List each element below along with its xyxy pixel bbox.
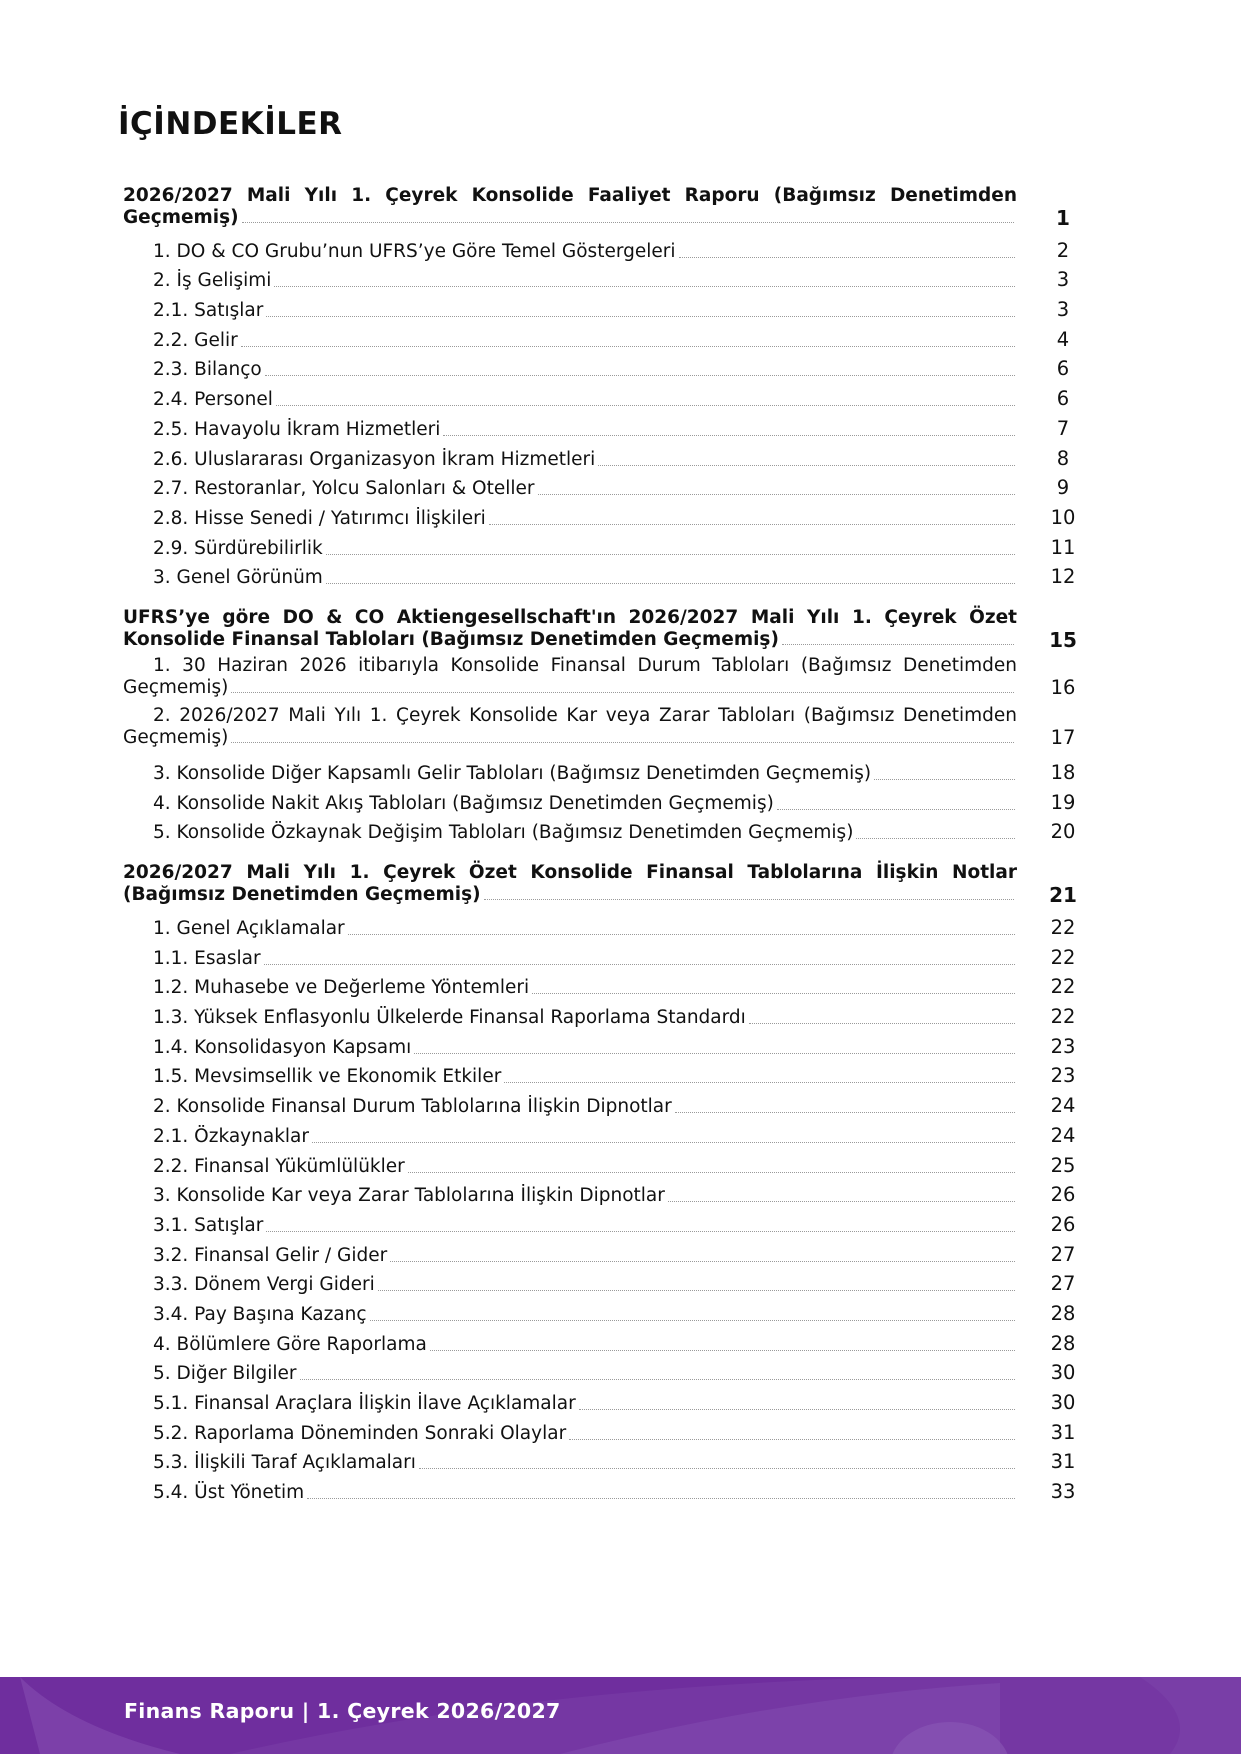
- toc-heading[interactable]: [123, 607, 1123, 651]
- toc-entry-label: 3.1. Satışlar: [153, 1214, 264, 1236]
- toc-entry-page: 33: [1050, 1480, 1076, 1504]
- toc-heading-label: 2026/2027 Mali Yılı 1. Çeyrek Özet Konsolide Finansal Tablolarına İlişkin Notlar (Bağımsız Denetimden Geçmemiş): [123, 862, 1017, 906]
- toc-entry[interactable]: [123, 411, 1123, 441]
- toc-entry-label: 2.6. Uluslararası Organizasyon İkram Hizmetleri: [153, 448, 596, 470]
- toc-entry[interactable]: [123, 1445, 1123, 1475]
- dot-leader: [484, 898, 1014, 900]
- toc-entry-label: 4. Bölümlere Göre Raporlama: [153, 1333, 427, 1355]
- toc-entry-label: 2.7. Restoranlar, Yolcu Salonları & Oteller: [153, 478, 535, 500]
- toc-entry-page: 22: [1050, 975, 1076, 999]
- toc-entry[interactable]: [123, 1207, 1123, 1237]
- page-footer: [0, 1677, 1241, 1754]
- toc-entry-label: 1.1. Esaslar: [153, 947, 261, 969]
- toc-heading-text: [123, 862, 1017, 906]
- toc-heading-label: 2026/2027 Mali Yılı 1. Çeyrek Konsolide Faaliyet Raporu (Bağımsız Denetimden Geçmemiş): [123, 185, 1017, 228]
- toc-entry[interactable]: [123, 530, 1123, 560]
- toc-entry-label: 1. 30 Haziran 2026 itibarıyla Konsolide Finansal Durum Tabloları (Bağımsız Denetimden Geçmemiş): [123, 655, 1017, 699]
- toc-heading-label: UFRS’ye göre DO & CO Aktiengesellschaft'ın 2026/2027 Mali Yılı 1. Çeyrek Özet Konsolide Finansal Tabloları (Bağımsız Denetimden Geçmemiş): [123, 607, 1017, 651]
- toc-section: [123, 862, 1123, 1504]
- toc-heading-page: 1: [1056, 206, 1070, 230]
- toc-entry[interactable]: [123, 1118, 1123, 1148]
- toc-entry-page: 27: [1050, 1242, 1076, 1266]
- dot-leader: [370, 1320, 1015, 1321]
- dot-leader: [326, 554, 1015, 555]
- toc-entry-label: 1. DO & CO Grubu’nun UFRS’ye Göre Temel Göstergeleri: [153, 240, 676, 262]
- toc-entry-text: [123, 241, 1017, 263]
- dot-leader: [266, 1231, 1015, 1232]
- toc-entry[interactable]: [123, 1267, 1123, 1297]
- toc-entry[interactable]: [123, 233, 1123, 263]
- toc-entry-page: 24: [1050, 1094, 1076, 1118]
- dot-leader: [266, 316, 1015, 317]
- toc-entry-text: [123, 1274, 1017, 1296]
- toc-entry-text: [123, 918, 1017, 940]
- toc-entry-text: [123, 655, 1017, 699]
- dot-leader: [276, 405, 1015, 406]
- toc-entry-text: [123, 359, 1017, 381]
- dot-leader: [782, 643, 1014, 645]
- toc-entry-text: [123, 705, 1017, 749]
- toc-entry-text: [123, 270, 1017, 292]
- dot-leader: [326, 583, 1015, 584]
- toc-entry-text: [123, 1066, 1017, 1088]
- toc-entry[interactable]: [123, 1356, 1123, 1386]
- toc-entry[interactable]: [123, 500, 1123, 530]
- toc-entry-label: 2.3. Bilanço: [153, 359, 262, 381]
- toc-entry-text: [123, 1363, 1017, 1385]
- toc-entry-label: 2.9. Sürdürebilirlik: [153, 537, 323, 559]
- toc-entry-text: [123, 1334, 1017, 1356]
- dot-leader: [312, 1142, 1015, 1143]
- toc-entry-label: 3. Konsolide Kar veya Zarar Tablolarına İlişkin Dipnotlar: [153, 1185, 665, 1207]
- toc-section: [123, 185, 1123, 589]
- toc-entry[interactable]: [123, 1474, 1123, 1504]
- toc-entry[interactable]: [123, 1029, 1123, 1059]
- toc-entry-page: 22: [1050, 916, 1076, 939]
- toc-entry-page: 28: [1050, 1331, 1076, 1355]
- dot-leader: [874, 779, 1015, 780]
- toc-entry-page: 22: [1050, 945, 1076, 969]
- toc-entry[interactable]: [123, 1237, 1123, 1267]
- toc-entry-page: 25: [1050, 1153, 1076, 1177]
- toc-entry[interactable]: [123, 352, 1123, 382]
- toc-entry-label: 2.5. Havayolu İkram Hizmetleri: [153, 418, 441, 440]
- toc-entry-text: [123, 1482, 1017, 1504]
- toc-entry-page: 9: [1056, 476, 1070, 500]
- toc-entry-text: [123, 508, 1017, 530]
- toc-entry-text: [123, 1393, 1017, 1415]
- dot-leader: [538, 494, 1015, 495]
- toc-entry-label: 2.2. Finansal Yükümlülükler: [153, 1155, 405, 1177]
- toc-entry-text: [123, 1096, 1017, 1118]
- dot-leader: [300, 1379, 1015, 1380]
- toc-entry[interactable]: [123, 263, 1123, 293]
- toc-entry-label: 2. İş Gelişimi: [153, 270, 272, 292]
- toc-entry-page: 30: [1050, 1391, 1076, 1414]
- dot-leader: [430, 1350, 1015, 1351]
- toc-entry[interactable]: [123, 322, 1123, 352]
- toc-entry-text: [123, 478, 1017, 500]
- toc-entry-page: 17: [1050, 726, 1076, 750]
- dot-leader: [532, 993, 1015, 994]
- toc-entry[interactable]: [123, 1088, 1123, 1118]
- toc-entry[interactable]: [123, 441, 1123, 471]
- toc-entry-text: [123, 948, 1017, 970]
- toc-entry[interactable]: [123, 292, 1123, 322]
- toc-entry[interactable]: [123, 755, 1123, 785]
- toc-entry-page: 6: [1056, 357, 1070, 381]
- toc-entry-label: 5.1. Finansal Araçlara İlişkin İlave Açıklamalar: [153, 1393, 576, 1414]
- toc-heading-text: [123, 185, 1017, 229]
- toc-entry-label: 5.2. Raporlama Döneminden Sonraki Olaylar: [153, 1422, 567, 1444]
- toc-entry-page: 31: [1050, 1420, 1076, 1444]
- toc-entry-label: 1.5. Mevsimsellik ve Ekonomik Etkiler: [153, 1066, 502, 1088]
- dot-leader: [264, 964, 1015, 965]
- toc-entry[interactable]: [123, 785, 1123, 815]
- dot-leader: [579, 1409, 1015, 1410]
- toc-entry-label: 2.1. Özkaynaklar: [153, 1125, 309, 1147]
- toc-entry-text: [123, 1037, 1017, 1059]
- toc-entry-text: [123, 1452, 1017, 1474]
- toc-entry-label: 2. Konsolide Finansal Durum Tablolarına İlişkin Dipnotlar: [153, 1096, 672, 1118]
- toc-entry-page: 22: [1050, 1005, 1076, 1029]
- toc-entry-page: 18: [1050, 760, 1076, 784]
- toc-entry-text: [123, 1215, 1017, 1237]
- toc-entry-label: 3. Konsolide Diğer Kapsamlı Gelir Tabloları (Bağımsız Denetimden Geçmemiş): [153, 762, 872, 784]
- toc-entry-label: 2.2. Gelir: [153, 329, 238, 351]
- toc-entry[interactable]: [123, 999, 1123, 1029]
- dot-leader: [504, 1082, 1015, 1083]
- dot-leader: [569, 1439, 1015, 1440]
- dot-leader: [231, 691, 1014, 693]
- dot-leader: [856, 838, 1015, 839]
- toc-entry-page: 11: [1050, 535, 1076, 559]
- toc-entry-page: 16: [1050, 676, 1076, 700]
- toc-entry[interactable]: [123, 705, 1123, 749]
- dot-leader: [348, 934, 1015, 935]
- toc-entry-label: 1.3. Yüksek Enflasyonlu Ülkelerde Finansal Raporlama Standardı: [153, 1007, 746, 1029]
- toc-entry-text: [123, 763, 1017, 785]
- toc-entry-label: 4. Konsolide Nakit Akış Tabloları (Bağımsız Denetimden Geçmemiş): [153, 792, 774, 814]
- toc-entry[interactable]: [123, 655, 1123, 699]
- toc-entry[interactable]: [123, 471, 1123, 501]
- toc-entry-text: [123, 1304, 1017, 1326]
- toc-entry[interactable]: [123, 560, 1123, 590]
- toc-entry-label: 1.4. Konsolidasyon Kapsamı: [153, 1036, 412, 1058]
- toc-entry-text: [123, 1156, 1017, 1178]
- toc-entry-label: 5.3. İlişkili Taraf Açıklamaları: [153, 1452, 416, 1474]
- toc-entry-text: [123, 793, 1017, 815]
- toc-entry-text: [123, 1245, 1017, 1267]
- toc-entry-label: 2.1. Satışlar: [153, 300, 264, 322]
- toc-entry-label: 2.4. Personel: [153, 389, 273, 411]
- dot-leader: [408, 1172, 1015, 1173]
- toc-entry-label: 3. Genel Görünüm: [153, 567, 323, 589]
- toc-entry[interactable]: [123, 1296, 1123, 1326]
- toc-entry-label: 3.2. Finansal Gelir / Gider: [153, 1244, 388, 1266]
- toc-heading-page: 21: [1049, 883, 1077, 908]
- toc-entry[interactable]: [123, 1148, 1123, 1178]
- dot-leader: [419, 1468, 1015, 1469]
- table-of-contents: [123, 185, 1123, 1522]
- toc-entry-label: 1. Genel Açıklamalar: [153, 918, 345, 939]
- dot-leader: [675, 1112, 1015, 1113]
- dot-leader: [598, 465, 1015, 466]
- toc-entry-label: 5. Diğer Bilgiler: [153, 1363, 297, 1385]
- dot-leader: [749, 1023, 1015, 1024]
- toc-entry-text: [123, 977, 1017, 999]
- toc-section: [123, 607, 1123, 844]
- dot-leader: [231, 741, 1014, 743]
- toc-entry-page: 12: [1050, 565, 1076, 589]
- toc-entry-text: [123, 1007, 1017, 1029]
- toc-entry[interactable]: [123, 1178, 1123, 1208]
- toc-entry[interactable]: [123, 1326, 1123, 1356]
- toc-entry[interactable]: [123, 381, 1123, 411]
- dot-leader: [443, 435, 1015, 436]
- toc-entry-page: 6: [1056, 387, 1070, 411]
- toc-entry-text: [123, 300, 1017, 322]
- toc-entry-page: 27: [1050, 1272, 1076, 1296]
- toc-entry-text: [123, 389, 1017, 411]
- toc-entry[interactable]: [123, 970, 1123, 1000]
- toc-entry-page: 30: [1050, 1361, 1076, 1385]
- toc-entry-text: [123, 1185, 1017, 1207]
- toc-entry-page: 20: [1050, 820, 1076, 844]
- toc-entry[interactable]: [123, 1059, 1123, 1089]
- dot-leader: [668, 1201, 1015, 1202]
- toc-entry-page: 8: [1056, 446, 1070, 470]
- toc-entry-label: 5.4. Üst Yönetim: [153, 1482, 305, 1504]
- toc-entry-label: 3.3. Dönem Vergi Gideri: [153, 1274, 375, 1296]
- toc-entry-page: 3: [1056, 298, 1070, 322]
- toc-entry-label: 5. Konsolide Özkaynak Değişim Tabloları (Bağımsız Denetimden Geçmemiş): [153, 822, 854, 844]
- dot-leader: [242, 221, 1014, 223]
- dot-leader: [679, 257, 1015, 258]
- dot-leader: [390, 1261, 1015, 1262]
- toc-entry-text: [123, 1423, 1017, 1445]
- toc-entry-page: 19: [1050, 790, 1076, 814]
- dot-leader: [307, 1498, 1015, 1499]
- toc-entry[interactable]: [123, 1415, 1123, 1445]
- toc-entry-page: 2: [1056, 238, 1070, 262]
- dot-leader: [274, 286, 1015, 287]
- toc-entry-page: 7: [1056, 416, 1070, 440]
- toc-entry-text: [123, 538, 1017, 560]
- toc-entry-page: 26: [1050, 1183, 1076, 1207]
- toc-entry[interactable]: [123, 815, 1123, 845]
- toc-entry-page: 26: [1050, 1212, 1076, 1236]
- toc-heading[interactable]: [123, 185, 1123, 229]
- toc-heading-text: [123, 607, 1017, 651]
- toc-entry-label: 1.2. Muhasebe ve Değerleme Yöntemleri: [153, 977, 530, 999]
- toc-entry-page: 24: [1050, 1123, 1076, 1147]
- page-title: İÇİNDEKİLER: [118, 106, 343, 142]
- toc-entry-text: [123, 567, 1017, 589]
- toc-entry-text: [123, 330, 1017, 352]
- toc-entry-page: 28: [1050, 1301, 1076, 1325]
- footer-text: Finans Raporu | 1. Çeyrek 2026/2027: [124, 1699, 561, 1723]
- toc-entry-label: 2. 2026/2027 Mali Yılı 1. Çeyrek Konsolide Kar veya Zarar Tabloları (Bağımsız Denetimden Geçmemiş): [123, 705, 1017, 749]
- toc-heading[interactable]: [123, 862, 1123, 906]
- toc-entry-page: 23: [1050, 1064, 1076, 1088]
- toc-entry-text: [123, 1126, 1017, 1148]
- toc-entry-page: 4: [1056, 327, 1070, 351]
- toc-entry-page: 3: [1056, 268, 1070, 292]
- toc-entry-page: 31: [1050, 1450, 1076, 1474]
- toc-entry-text: [123, 822, 1017, 844]
- toc-entry-label: 3.4. Pay Başına Kazanç: [153, 1303, 367, 1325]
- dot-leader: [241, 346, 1015, 347]
- dot-leader: [777, 809, 1015, 810]
- toc-entry[interactable]: [123, 940, 1123, 970]
- dot-leader: [265, 375, 1015, 376]
- toc-entry-page: 23: [1050, 1034, 1076, 1058]
- toc-entry-label: 2.8. Hisse Senedi / Yatırımcı İlişkileri: [153, 507, 486, 529]
- toc-entry-text: [123, 449, 1017, 471]
- toc-heading-page: 15: [1049, 628, 1077, 653]
- dot-leader: [378, 1290, 1015, 1291]
- toc-entry[interactable]: [123, 1385, 1123, 1415]
- dot-leader: [414, 1053, 1015, 1054]
- toc-entry[interactable]: [123, 910, 1123, 940]
- toc-entry-text: [123, 419, 1017, 441]
- dot-leader: [489, 524, 1015, 525]
- toc-entry-page: 10: [1050, 505, 1076, 529]
